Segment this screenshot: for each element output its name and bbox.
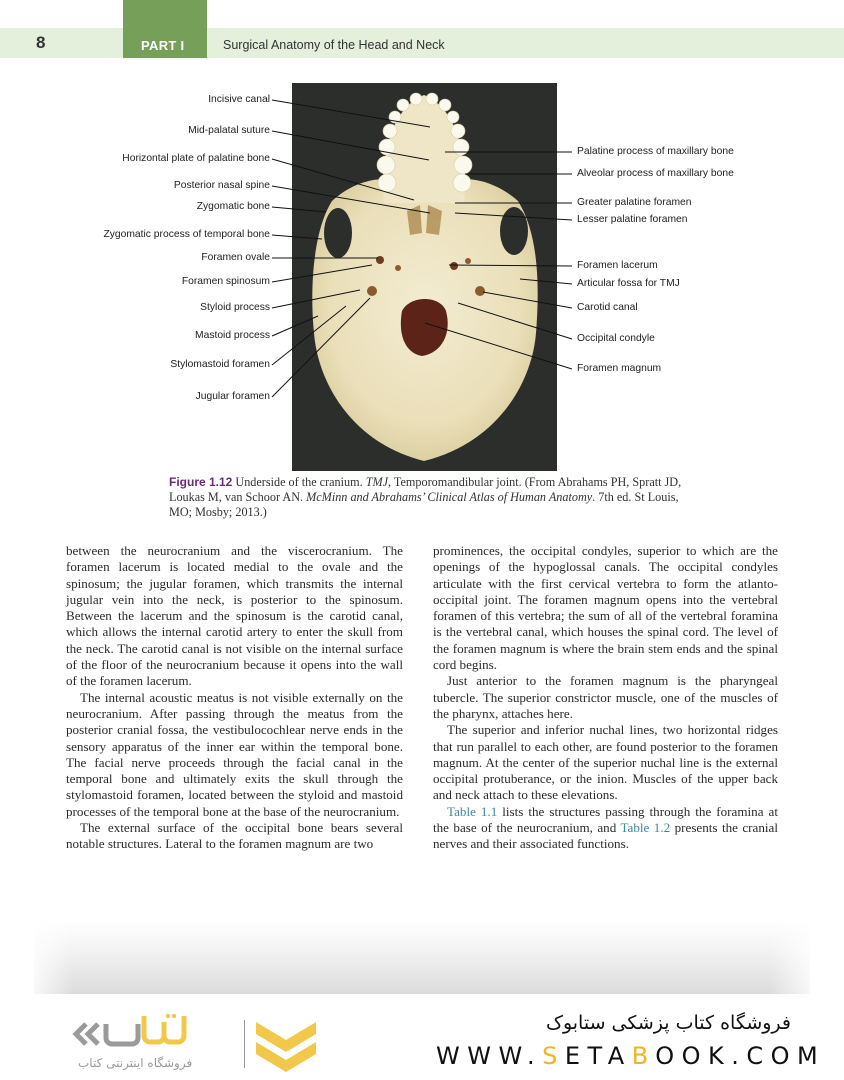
logo-subtitle: فروشگاه اینترنتی کتاب <box>78 1056 193 1070</box>
body-column-left <box>66 543 403 853</box>
store-name-persian: فروشگاه کتاب پزشکی ستابوک <box>545 1012 791 1034</box>
store-url[interactable] <box>436 1042 825 1070</box>
label-greater-palatine-foramen: Greater palatine foramen <box>577 197 692 208</box>
table-1-2-link[interactable]: Table 1.2 <box>620 820 671 836</box>
label-carotid-canal: Carotid canal <box>577 302 638 313</box>
paragraph <box>433 804 778 853</box>
logo-divider <box>244 1020 245 1068</box>
label-articular-fossa: Articular fossa for TMJ <box>577 278 680 289</box>
label-foramen-lacerum: Foramen lacerum <box>577 260 658 271</box>
url-part: OOK.COM <box>655 1042 826 1070</box>
caption-book-title: McMinn and Abrahams’ Clinical Atlas of Human Anatomy <box>306 490 593 504</box>
caption-text: . 7th ed. St Louis, MO; Mosby; 2013.) <box>169 490 679 519</box>
label-alveolar-process: Alveolar process of maxillary bone <box>577 168 734 179</box>
label-zygomatic-process: Zygomatic process of temporal bone <box>103 229 270 240</box>
label-jugular-foramen: Jugular foramen <box>195 391 270 402</box>
label-foramen-spinosum: Foramen spinosum <box>181 276 270 287</box>
paragraph: prominences, the occipital condyles, superior to which are the openings of the hypoglossal canals. The occipital condyles articulate with the first cervical vertebra to form the atlanto-occipital joint. The foramen magnum opens into the vertebral foramen of this vertebra; the sum of all of the vertebral foramina is the vertebral canal, which houses the spinal cord. The level of the foramen magnum is where the brain stem ends and the spinal cord begins. <box>433 543 778 673</box>
paragraph: Just anterior to the foramen magnum is the pharyngeal tubercle. The superior constrictor muscle, one of the muscles of the pharynx, attaches here. <box>433 673 778 721</box>
setabook-mark-icon <box>256 1022 316 1072</box>
label-occipital-condyle: Occipital condyle <box>577 333 655 344</box>
figure-number: Figure 1.12 <box>169 475 233 489</box>
table-1-1-link[interactable]: Table 1.1 <box>447 803 498 819</box>
page-number: 8 <box>36 33 46 52</box>
figure-caption <box>169 475 689 520</box>
paragraph: The internal acoustic meatus is not visible externally on the neurocranium. After passing through the meatus from the posterior cranial fossa, the vestibulocochlear nerve ends in the sensory apparatus of the inner ear within the temporal bone. The facial nerve proceeds through the facial canal in the temporal bone and ultimately exits the skull through the stylomastoid foramen, located between the styloid and mastoid processes of the temporal bone at the base of the neurocranium. <box>66 689 403 819</box>
section-title: Surgical Anatomy of the Head and Neck <box>223 38 445 52</box>
part-label: PART I <box>141 38 185 53</box>
label-zygomatic-bone: Zygomatic bone <box>196 201 270 212</box>
body-column-right <box>433 543 778 853</box>
url-part: WWW. <box>436 1042 543 1070</box>
paragraph: The superior and inferior nuchal lines, two horizontal ridges that run parallel to each other, are found posterior to the foramen magnum. At the center of the superior nuchal line is the external occipital protuberance, or the inion. Muscles of the upper back and neck attach to these elevations. <box>433 722 778 803</box>
label-mid-palatal-suture: Mid-palatal suture <box>188 125 270 136</box>
label-incisive-canal: Incisive canal <box>208 94 270 105</box>
url-part-highlight: B <box>631 1042 656 1070</box>
label-stylomastoid-foramen: Stylomastoid foramen <box>170 359 270 370</box>
label-lesser-palatine-foramen: Lesser palatine foramen <box>577 214 688 225</box>
page-bottom-fade <box>34 920 810 994</box>
label-horizontal-plate-palatine: Horizontal plate of palatine bone <box>122 153 270 164</box>
skull-photo <box>292 83 557 471</box>
paragraph: between the neurocranium and the viscerocranium. The foramen lacerum is located medial to the ovale and the spinosum; the jugular foramen, which transmits the internal jugular vein into the neck, is posterior to the spinosum. Between the lacerum and the spinosum is the carotid canal, which allows the internal carotid artery to enter the skull from the neck. The carotid canal is not visible on the internal surface of the floor of the neurocranium because it opens into the wall of the foramen lacerum. <box>66 543 403 689</box>
url-part: ETA <box>564 1042 632 1070</box>
chevrons-icon <box>76 1024 98 1044</box>
label-palatine-process: Palatine process of maxillary bone <box>577 146 734 157</box>
paragraph: The external surface of the occipital bone bears several notable structures. Lateral to the foramen magnum are two <box>66 820 403 852</box>
label-foramen-magnum: Foramen magnum <box>577 363 662 374</box>
paragraph-text: lists the structures passing through the foramina at the base of the neurocranium, and <box>433 803 778 836</box>
caption-text: Underside of the cranium. <box>232 475 366 489</box>
skull-illustration <box>292 83 557 471</box>
label-mastoid-process: Mastoid process <box>195 330 270 341</box>
label-posterior-nasal-spine: Posterior nasal spine <box>173 180 270 191</box>
caption-text: Temporomandibular joint. (From Abrahams PH, Spratt JD, Loukas M, van Schoor AN. <box>169 475 682 504</box>
paragraph-text: presents the cranial nerves and their associated functions. <box>433 820 778 852</box>
label-styloid-process: Styloid process <box>200 302 270 313</box>
url-part-highlight: S <box>542 1042 565 1070</box>
label-foramen-ovale: Foramen ovale <box>201 252 270 263</box>
caption-abbr: TMJ, <box>365 475 392 489</box>
